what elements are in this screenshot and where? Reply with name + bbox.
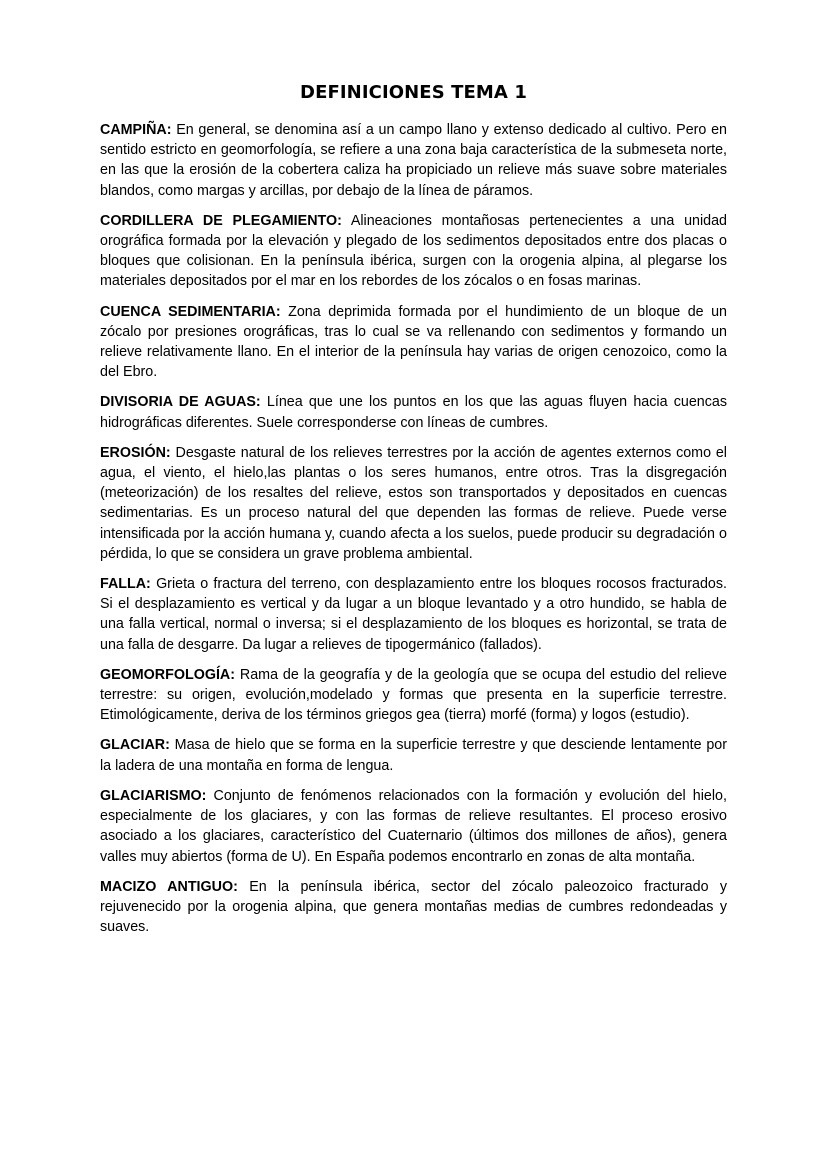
- definition-term: CORDILLERA DE PLEGAMIENTO:: [100, 212, 342, 229]
- definition-text: Grieta o fractura del terreno, con desplazamiento entre los bloques rocosos fracturados. Si el desplazamiento es vertical y da lugar a un bloque levantado y a otro hundido, se habla de una falla vertical, normal o inversa; si el desplazamiento de los bloques es horizontal, se trata de una falla de desgarre. Da lugar a relieves de tipogermánico (fallados).: [100, 576, 727, 653]
- definition-text: Zona deprimida formada por el hundimiento de un bloque de un zócalo por presiones orográficas, tras lo cual se va rellenando con sedimentos y formando un relieve relativamente llano. En el interior de la península hay varias de origen cenozoico, como la del Ebro.: [100, 303, 727, 381]
- definition-term: GLACIAR:: [100, 737, 170, 754]
- definition-text: Desgaste natural de los relieves terrestres por la acción de agentes externos como el agua, el viento, el hielo,las plantas o los seres humanos, entre otros. Tras la disgregación (meteorización) de los resaltes del relieve, estos son transportados y depositados en cuencas sedimentarias. Es un proceso natural del que dependen las formas de relieve. Puede verse intensificada por la acción humana y, cuando afecta a los suelos, puede producir su degradación o pérdida, lo que se considera un grave problema ambiental.: [100, 444, 727, 562]
- page-title: DEFINICIONES TEMA 1: [300, 82, 527, 103]
- definition-text: En la península ibérica, sector del zócalo paleozoico fracturado y rejuvenecido por la orogenia alpina, que genera montañas medias de cumbres redondeadas y suaves.: [100, 878, 727, 936]
- document-page: [100, 80, 727, 947]
- definition-term: FALLA:: [100, 576, 151, 593]
- definition-text: Conjunto de fenómenos relacionados con la formación y evolución del hielo, especialmente de los glaciares, y con las formas de relieve resultantes. El proceso erosivo asociado a los glaciares, característico del Cuaternario (últimos dos millones de años), genera valles muy abiertos (forma de U). En España podemos encontrarlo en zonas de alta montaña.: [100, 787, 727, 865]
- definition-term: EROSIÓN:: [100, 444, 171, 461]
- definition-text: Masa de hielo que se forma en la superficie terrestre y que desciende lentamente por la ladera de una montaña en forma de lengua.: [100, 737, 727, 774]
- definition-term: GLACIARISMO:: [100, 787, 207, 804]
- definition-term: CUENCA SEDIMENTARIA:: [100, 303, 281, 320]
- definition-term: DIVISORIA DE AGUAS:: [100, 394, 261, 411]
- definition-campina: [100, 120, 727, 201]
- definition-text: En general, se denomina así a un campo llano y extenso dedicado al cultivo. Pero en sentido estricto en geomorfología, se refiere a una zona baja característica de la submeseta norte, en las que la erosión de la cobertera caliza ha propiciado un relieve más suave sobre materiales blandos, como margas y arcillas, por debajo de la línea de páramos.: [100, 122, 727, 199]
- definition-erosion: [100, 443, 727, 564]
- definition-cuenca-sedimentaria: [100, 302, 727, 383]
- definition-glaciar: [100, 735, 727, 775]
- definition-macizo-antiguo: [100, 877, 727, 938]
- definition-divisoria-de-aguas: [100, 392, 727, 432]
- definition-term: MACIZO ANTIGUO:: [100, 878, 238, 895]
- definition-cordillera-de-plegamiento: [100, 211, 727, 292]
- definition-text: Rama de la geografía y de la geología que se ocupa del estudio del relieve terrestre: su origen, evolución,modelado y formas que presenta en la superficie terrestre. Etimológicamente, deriva de los términos griegos gea (tierra) morfé (forma) y logos (estudio).: [100, 666, 727, 724]
- definition-geomorfologia: [100, 665, 727, 726]
- definition-term: GEOMORFOLOGÍA:: [100, 666, 236, 683]
- definition-glaciarismo: [100, 786, 727, 867]
- definition-text: Alineaciones montañosas pertenecientes a una unidad orográfica formada por la elevación y plegado de los sedimentos depositados entre dos placas o bloques que colisionan. En la península ibérica, surgen con la orogenia alpina, al plegarse los materiales depositados por el mar en los rebordes de los zócalos o en fosas marinas.: [100, 212, 727, 290]
- definition-text: Línea que une los puntos en los que las aguas fluyen hacia cuencas hidrográficas diferentes. Suele corresponderse con líneas de cumbres.: [100, 394, 727, 431]
- definition-falla: [100, 574, 727, 655]
- definition-term: CAMPIÑA:: [100, 122, 172, 138]
